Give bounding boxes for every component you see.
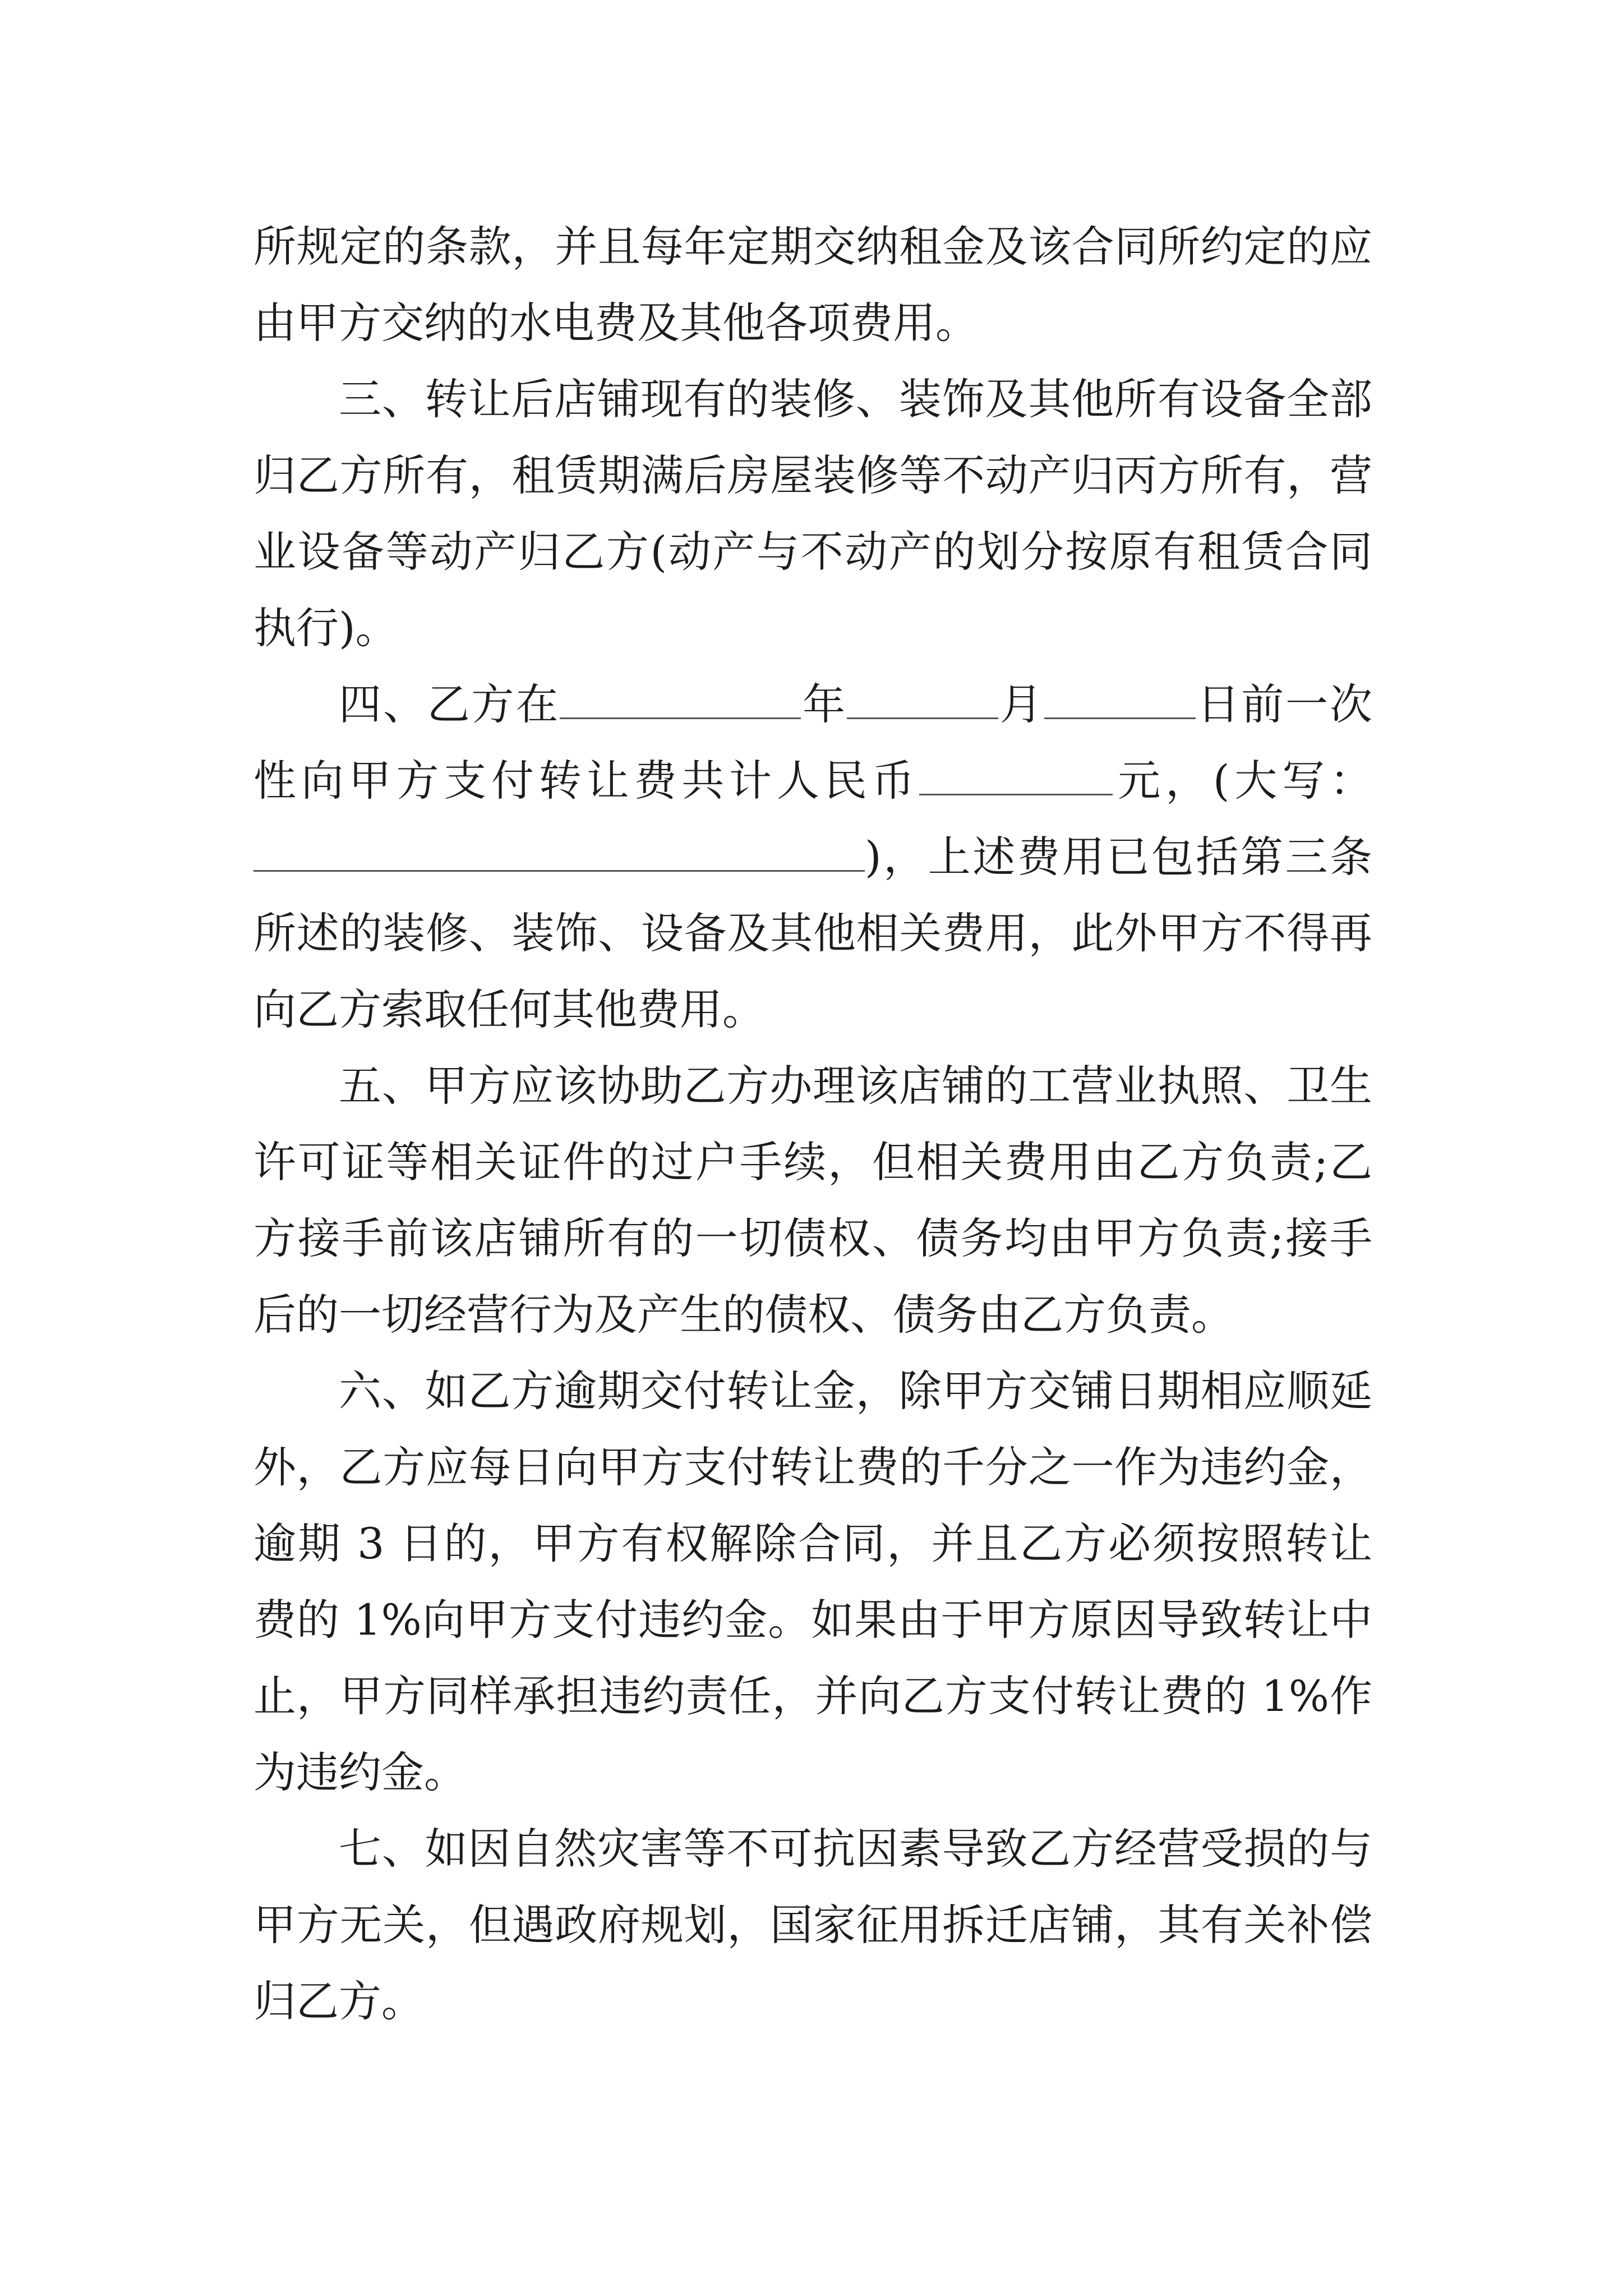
clause-4-text-3: 月 [998, 679, 1044, 729]
paragraph-continued: 所规定的条款，并且每年定期交纳租金及该合同所约定的应由甲方交纳的水电费及其他各项费用。 [253, 222, 1372, 348]
clause-4 [253, 666, 1372, 1048]
clause-4-text-5: 元，(大写： [1113, 756, 1373, 806]
day-blank [1044, 680, 1196, 719]
clause-4-text-6: )，上述费用已包括第三条所述的装修、装饰、设备及其他相关费用，此外甲方不得再向乙方索取任何其他费用。 [253, 832, 1372, 1034]
amount-blank [919, 757, 1113, 795]
clause-4-text-2: 年 [801, 679, 847, 729]
month-blank [847, 680, 998, 719]
clause-4-text-4: 日前一次性向甲方支付转让费共计人民币 [253, 679, 1373, 806]
clause-5: 五、甲方应该协助乙方办理该店铺的工营业执照、卫生许可证等相关证件的过户手续，但相关费用由乙方负责;乙方接手前该店铺所有的一切债权、债务均由甲方负责;接手后的一切经营行为及产生的债权、债务由乙方负责。 [253, 1061, 1372, 1340]
clause-4-text-1: 四、乙方在 [339, 679, 560, 729]
clause-3: 三、转让后店铺现有的装修、装饰及其他所有设备全部归乙方所有，租赁期满后房屋装修等不动产归丙方所有，营业设备等动产归乙方(动产与不动产的划分按原有租赁合同执行)。 [253, 374, 1372, 653]
year-blank [560, 680, 801, 719]
amount-in-words-blank [253, 833, 865, 872]
clause-7: 七、如因自然灾害等不可抗因素导致乙方经营受损的与甲方无关，但遇政府规划，国家征用拆迁店铺，其有关补偿归乙方。 [253, 1824, 1372, 2026]
document-body [253, 209, 1372, 2040]
clause-6: 六、如乙方逾期交付转让金，除甲方交铺日期相应顺延外，乙方应每日向甲方支付转让费的千分之一作为违约金，逾期 3 日的，甲方有权解除合同，并且乙方必须按照转让费的 1%向甲方支付违约金。如果由于甲方原因导致转让中止，甲方同样承担违约责任，并向乙方支付转让费的 1%作为违约金。 [253, 1366, 1372, 1797]
